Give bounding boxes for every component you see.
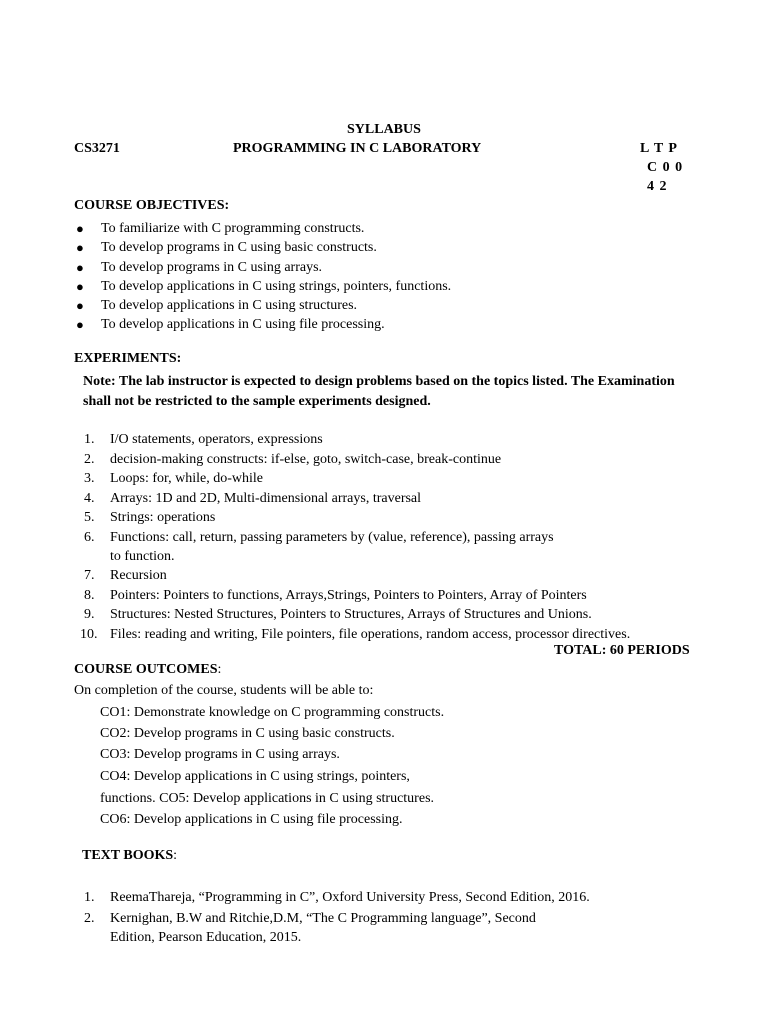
list-item: 9. Structures: Nested Structures, Pointers to Structures, Arrays of Structures and Unions. (84, 607, 592, 622)
bullet-icon: ● (76, 259, 84, 275)
list-item: 10. Files: reading and writing, File pointers, file operations, random access, processor directives. (80, 627, 631, 642)
textbooks-heading: TEXT BOOKS: (82, 848, 178, 863)
list-item: 7. Recursion (84, 568, 167, 583)
course-name: PROGRAMMING IN C LABORATORY (233, 141, 482, 156)
list-item: 5. Strings: operations (84, 510, 216, 525)
list-item: 6. Functions: call, return, passing parameters by (value, reference), passing arrays to function. (84, 529, 554, 564)
textbooks-list (84, 888, 590, 949)
list-item: ● To familiarize with C programming constructs. (76, 221, 365, 236)
ltp-values-row2: 4 2 (647, 179, 668, 194)
list-item: ● To develop programs in C using basic constructs. (76, 240, 377, 256)
ltp-header: L T P (640, 141, 678, 156)
outcome-line: CO2: Develop programs in C using basic constructs. (100, 726, 395, 741)
outcome-line: CO4: Develop applications in C using strings, pointers, (100, 769, 410, 784)
list-item: 8. Pointers: Pointers to functions, Arrays,Strings, Pointers to Pointers, Array of Pointers (84, 587, 587, 603)
list-item: 1. I/O statements, operators, expressions (84, 432, 323, 447)
bullet-icon: ● (76, 221, 84, 236)
course-code: CS3271 (74, 141, 120, 156)
bullet-icon: ● (76, 278, 84, 294)
page-title: SYLLABUS (347, 122, 421, 137)
experiments-note: Note: The lab instructor is expected to design problems based on the topics listed. The Examination shall not be restricted to the sample experiments designed. (83, 374, 675, 409)
bullet-icon: ● (76, 298, 84, 314)
list-item: 1. ReemaThareja, “Programming in C”, Oxford University Press, Second Edition, 2016. (84, 890, 590, 905)
experiments-list (80, 430, 631, 645)
list-item: ● To develop applications in C using file processing. (76, 317, 385, 333)
objectives-heading: COURSE OBJECTIVES: (74, 198, 230, 213)
list-item: 2. decision-making constructs: if-else, goto, switch-case, break-continue (84, 451, 502, 467)
bullet-icon: ● (76, 317, 84, 333)
list-item: ● To develop programs in C using arrays. (76, 259, 323, 275)
bullet-icon: ● (76, 240, 84, 256)
list-item: 2. Kernighan, B.W and Ritchie,D.M, “The C Programming language”, Second Edition, Pearson Education, 2015. (84, 911, 536, 945)
outcomes-heading: COURSE OUTCOMES: (74, 662, 222, 677)
objectives-list (76, 219, 451, 335)
outcomes-intro: On completion of the course, students will be able to: (74, 683, 374, 698)
outcome-line: CO1: Demonstrate knowledge on C programming constructs. (100, 705, 445, 720)
total-periods: TOTAL: 60 PERIODS (554, 643, 690, 658)
outcome-line: functions. CO5: Develop applications in C using structures. (100, 791, 435, 806)
list-item: ● To develop applications in C using strings, pointers, functions. (76, 278, 452, 294)
experiments-heading: EXPERIMENTS: (74, 351, 182, 366)
outcome-line: CO6: Develop applications in C using file processing. (100, 812, 403, 827)
list-item: 3. Loops: for, while, do-while (84, 471, 264, 486)
outcome-line: CO3: Develop programs in C using arrays. (100, 747, 340, 762)
ltp-values-row1: C 0 0 (647, 160, 684, 175)
list-item: ● To develop applications in C using structures. (76, 298, 358, 314)
list-item: 4. Arrays: 1D and 2D, Multi-dimensional arrays, traversal (84, 490, 422, 506)
